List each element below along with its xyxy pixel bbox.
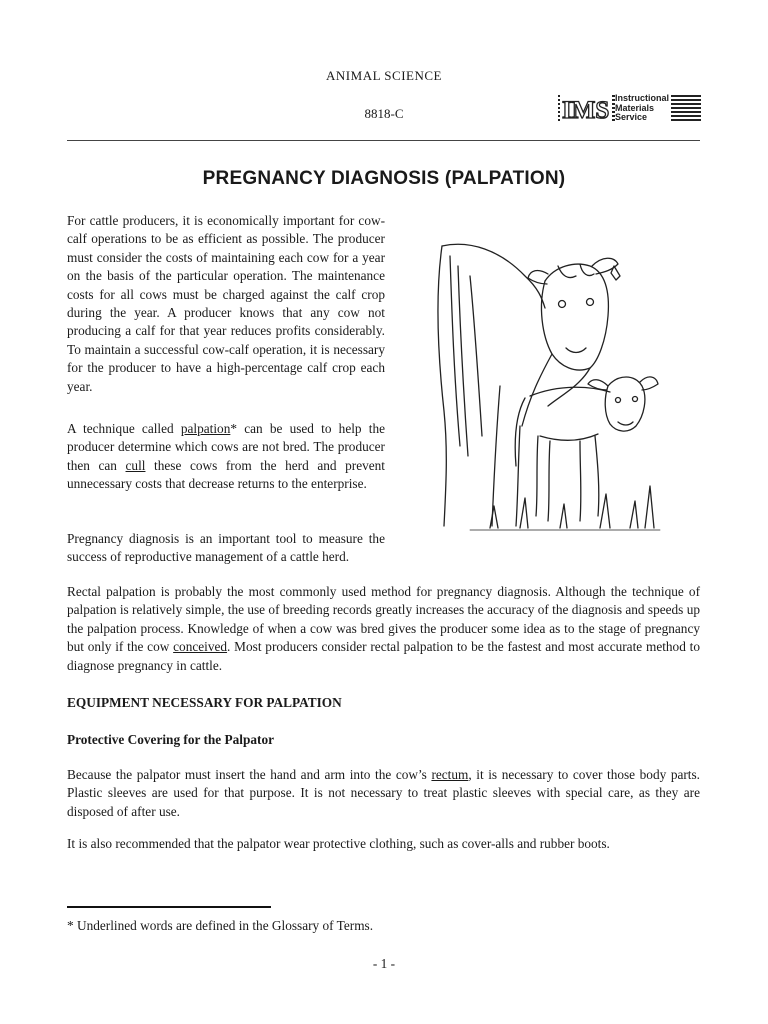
page-title: PREGNANCY DIAGNOSIS (PALPATION) (202, 168, 566, 189)
header-divider (67, 140, 700, 141)
intro-paragraph-3: Pregnancy diagnosis is an important tool to measure the success of reproductive management of a cattle herd. (67, 531, 385, 565)
logo-text: Instructional Materials Service (615, 93, 670, 122)
body-paragraph-protective-covering: Because the palpator must insert the hand and arm into the cow’s rectum, it is necessary to cover those body parts. Plastic sleeves are used for that purpose. It is not necessary to treat plastic sleeves with special care, as they are disposed of after use. (67, 767, 700, 819)
document-code: 8818-C (364, 106, 404, 121)
cow-and-calf-illustration (430, 236, 665, 536)
logo-mark: IMS (562, 97, 610, 123)
intro-paragraph-1: For cattle producers, it is economically important for cow-calf operations to be as efficient as possible. The producer must consider the costs of maintaining each cow for a year on the basis of the particular operation. The maintenance costs for all cows must be charged against the calf crop during the year. A producer knows that any cow not producing a calf for that year reduces profits considerably. To maintain a successful cow-calf operation, it is necessary for the producer to have a high-percentage calf crop each year. (67, 213, 385, 394)
department-label: ANIMAL SCIENCE (326, 68, 442, 83)
glossary-term-palpation: palpation (180, 421, 231, 436)
footnote-divider (67, 906, 271, 908)
sub-heading: Protective Covering for the Palpator (67, 732, 275, 747)
section-heading: EQUIPMENT NECESSARY FOR PALPATION (67, 695, 342, 710)
glossary-term-cull: cull (125, 457, 146, 473)
footnote: * Underlined words are defined in the Glossary of Terms. (67, 918, 374, 933)
body-paragraph-protective-clothing: It is also recommended that the palpator wear protective clothing, such as cover-alls and rubber boots. (67, 836, 610, 851)
ims-logo (558, 93, 703, 123)
glossary-term-conceived: conceived (173, 639, 228, 655)
intro-paragraph-2: A technique called palpation* can be used to help the producer determine which cows are not bred. The producer then can cull these cows from the herd and prevent unnecessary costs that decrease returns to the enterprise. (67, 421, 385, 492)
body-paragraph-rectal-palpation: Rectal palpation is probably the most commonly used method for pregnancy diagnosis. Although the technique of palpation is relatively simple, the use of breeding records greatly increases the accuracy of the diagnosis and speeds up the palpation process. Knowledge of when a cow was bred gives the producer some idea as to the stage of pregnancy but only if the cow conceived. Most producers consider rectal palpation to be the fastest and most accurate method to diagnose pregnancy in cattle. (67, 584, 700, 673)
page-number: - 1 - (372, 956, 396, 971)
glossary-term-rectum: rectum (431, 767, 469, 782)
